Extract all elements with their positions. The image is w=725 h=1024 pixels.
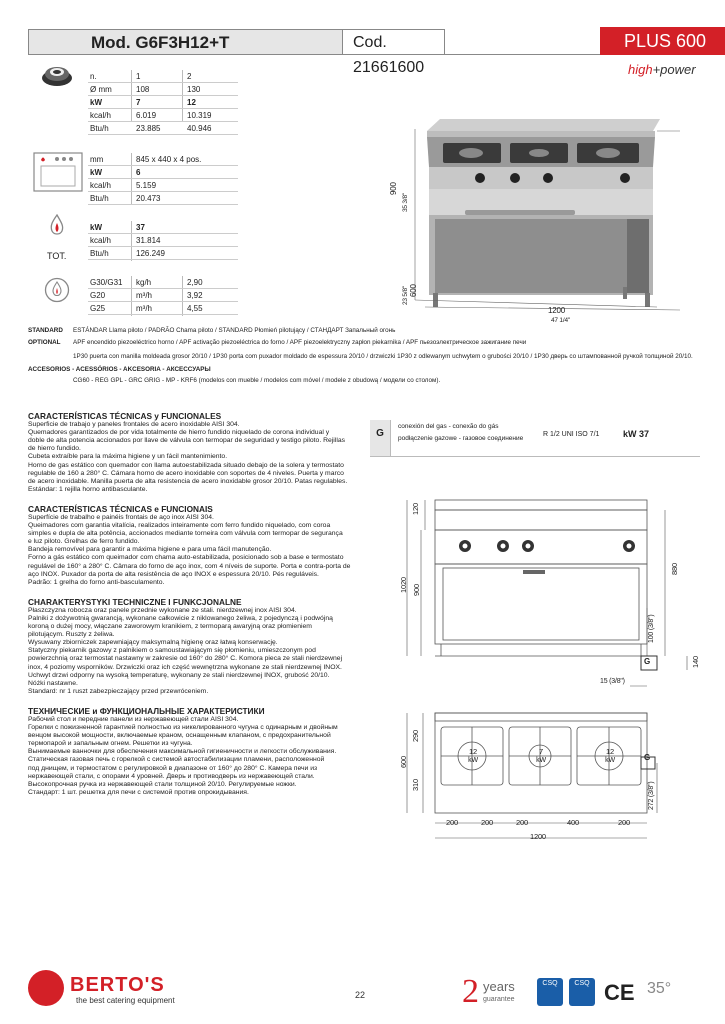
spec-divider: [88, 165, 238, 166]
oven-icon: [33, 152, 83, 194]
spec-divider: [88, 191, 238, 192]
spec-cell: G25: [90, 304, 106, 313]
section-title: ТЕХНИЧЕСКИЕ и ФУНКЦИОНАЛЬНЫЕ ХАРАКТЕРИСТИКИ: [28, 705, 265, 716]
spec-cell: kcal/h: [90, 181, 111, 190]
gas-flame-icon: [44, 277, 70, 305]
section-line: Forno a gás estático com queimador com chama auto-estabilizada, posicionado sob a base e termostato: [28, 554, 344, 562]
connection-table: [370, 420, 700, 457]
spec-cell: 126.249: [136, 249, 165, 258]
warranty-guarantee: guarantee: [483, 996, 515, 1003]
page-number: 22: [355, 990, 366, 1000]
product-code: Cod. 21661600: [343, 29, 445, 55]
section-line: Стандарт: 1 шт. решетка для печи с системой против опрокидывания.: [28, 788, 249, 796]
spec-cell: Btu/h: [90, 124, 109, 133]
section-line: inox, 4 poziomy wsporników. Drzwiczki oraz ich część wewnętrzna wykonane ze stali nierdzewnej INOX.: [28, 663, 342, 671]
optional-label: OPTIONAL: [28, 339, 61, 346]
spec-cell: 20.473: [136, 194, 161, 203]
section-line: Palniki z dożywotnią gwarancją, wykonane całkowicie z niklowanego żeliwa, z pojedynczą i podwójną: [28, 614, 333, 622]
section-line: Quemadores garantizados de por vida totalmente de hierro fundido niquelado de corona individual y: [28, 429, 330, 437]
spec-divider: [88, 121, 238, 122]
section-line: regulável de 160° a 280° C. Câmara do forno de aço inox, com 4 níveis de suporte. Porta e contra-porta de: [28, 562, 351, 570]
burner-icon: [40, 62, 74, 90]
photo-depth-in: 23 5/8": [402, 286, 409, 305]
dim-120: 120: [411, 503, 420, 515]
spec-divider: [88, 82, 238, 83]
spec-cell: 6: [136, 168, 141, 177]
section-line: Uchwyt drzwi odporny na wysoką temperaturę, wykonany ze stali nierdzewnej INOX, grubość 20/10.: [28, 671, 330, 679]
section-line: Cubeta extraíble para la máxima higiene y un fácil mantenimiento.: [28, 453, 228, 461]
section-line: Queimadores com garantia vitalícia, realizados inteiramente com ferro fundido niquelado, com coroa: [28, 522, 331, 529]
spec-divider: [88, 233, 238, 234]
section-line: Статическая газовая печь с горелкой с системой автостабилизации пламени, расположенной: [28, 756, 325, 764]
spec-cell: 23.885: [136, 124, 161, 133]
dim-900: 900: [412, 584, 421, 596]
connection-label-1: conexión del gas - conexão do gás: [398, 423, 499, 430]
angle-mark: 35°: [647, 980, 672, 997]
front-drawing: [395, 490, 705, 690]
top-gas-label: G: [644, 753, 651, 762]
spec-cell: m³/h: [136, 291, 152, 300]
accessories-text: CG60 - REG GPL - GRC GRIG - MP - KRF6 (modelos con mueble / modelos com móvel / modele z obudową / модели со столом).: [73, 377, 441, 384]
section-title: CHARAKTERYSTYKI TECHNICZNE I FUNKCJONALNE: [28, 596, 242, 607]
spec-divider: [88, 204, 238, 205]
spec-cell: 1: [136, 72, 141, 81]
bottom-dimension: 400: [567, 818, 579, 827]
spec-cell: Btu/h: [90, 194, 109, 203]
connection-spec: R 1/2 UNI ISO 7/1: [543, 431, 600, 438]
section-line: Padrão: 1 grelha do forno anti-basculamento.: [28, 578, 165, 586]
bertos-logo-mark: [28, 970, 64, 1006]
spec-divider: [88, 246, 238, 247]
spec-cell: kW: [90, 98, 102, 107]
section-line: aço INOX. Puxador da porta de alta resistência de aço INOX e espessura 20/10. Pés reguláveis.: [28, 570, 319, 578]
optional-text-2: 1P30 puerta con manilla moldeada grosor 20/10 / 1P30 porta com puxador moldado de espessura 20/10 / drzwiczki 1P30 z odlewanym uchwytem o grubości 20/10 / 1P30 дверь со штампованной ручкой толщиной 20/10.: [73, 353, 693, 360]
spec-cell: kcal/h: [90, 236, 111, 245]
section-line: de hierro fundido.: [28, 445, 81, 453]
burner-power-value: 12: [606, 747, 614, 756]
dim-290: 290: [411, 730, 420, 742]
photo-width-in: 47 1/4": [551, 317, 570, 324]
photo-height: 900: [389, 182, 398, 195]
burner-power-unit: kW: [536, 757, 546, 764]
section-line: Superficie de trabajo y paneles frontales de acero inoxidable AISI 304.: [28, 421, 240, 428]
section-line: de acero inoxidable. Manilla puerta de alta resistencia de acero inoxidable grosor 20/10. Patas regulables.: [28, 477, 348, 485]
section-line: regulable de 160 a 280° C. Cámara horno de acero inoxidable con soportes de 4 niveles. Puerta y marco: [28, 469, 344, 477]
dim-100: 100 (3/8"): [648, 614, 655, 643]
spec-cell: kg/h: [136, 278, 152, 287]
optional-text-1: APF encendido piezoeléctrico horno / APF activação piezoeléctrica do forno / APF piezoelektryczny zapłon piekarnika / APF пьезоэлектрическое зажигание печи: [73, 339, 527, 346]
section-line: нержавеющей стали, с опорами 4 уровней. Дверь и противодверь из нержавеющей стали.: [28, 772, 315, 780]
bottom-dimension: 200: [618, 818, 630, 827]
section-line: термопарой и запальным огнем. Решетки из чугуна.: [28, 740, 193, 748]
spec-cell: 7: [136, 98, 141, 107]
section-line: Statyczny piekarnik gazowy z palnikiem o samoustawiającym się płomieniu, umieszczonym pod: [28, 647, 316, 655]
section-line: Horno de gas estático con quemador con llama autoestabilizada situado debajo de la solera y termostato: [28, 461, 344, 469]
section-title: CARACTERÍSTICAS TÉCNICAS y FUNCIONALES: [28, 411, 222, 421]
front-gas-label: G: [644, 657, 651, 666]
section-line: Superfície de trabalho e painéis frontais de aço inox AISI 304.: [28, 513, 214, 521]
dim-15: 15 (3/8"): [600, 678, 625, 685]
dim-272: 272 (3/8"): [648, 781, 655, 810]
spec-cell: G20: [90, 291, 106, 300]
warranty-number: 2: [462, 973, 479, 1010]
section-line: под днищем, и термостатом с регулировкой в диапазоне от 160° до 280° С. Камера печи из: [28, 764, 318, 772]
ce-mark: CE: [604, 980, 635, 1005]
header-rule: [445, 54, 600, 55]
spec-divider: [88, 259, 238, 260]
standard-text: ESTÁNDAR Llama piloto / PADRÃO Chama piloto / STANDARD Płomień pilotujący / СТАНДАРТ Запальный огонь: [73, 327, 396, 334]
section-line: pilotującym. Ruszty z żeliwa.: [28, 631, 115, 639]
bottom-dimension: 200: [516, 818, 528, 827]
photo-height-in: 35 3/8": [402, 193, 409, 212]
section-line: koroną o dużej mocy, włączane zaworowym kranikiem, z termoparą awaryjną oraz płomieniem: [28, 623, 312, 630]
spec-cell: kW: [90, 223, 102, 232]
burner-power-value: 7: [539, 747, 543, 756]
spec-cell: 37: [136, 223, 145, 232]
brand-logo: BERTO'S: [70, 974, 165, 996]
spec-cell: 31.814: [136, 236, 161, 245]
section-line: Горелки с пожизненной гарантией полностью из никелированного чугуна с одинарным и двойным: [28, 724, 338, 731]
warranty-years: years: [483, 979, 515, 994]
photo-depth: 600: [409, 284, 418, 297]
section-line: венцом высокой мощности, включаемые краном, оснащенным клапаном, с предохранительной: [28, 732, 331, 740]
spec-cell: n.: [90, 72, 97, 81]
highpower-logo: high+power: [628, 62, 696, 77]
section-line: Standard: nr 1 ruszt zabezpieczający przed przewróceniem.: [28, 687, 209, 695]
standard-label: STANDARD: [28, 327, 63, 334]
spec-divider: [88, 301, 238, 302]
burner-power-unit: kW: [605, 757, 615, 764]
spec-cell: 6.019: [136, 111, 157, 120]
dim-600: 600: [399, 756, 408, 768]
bottom-dimension: 200: [481, 818, 493, 827]
spec-cell: 108: [136, 85, 150, 94]
spec-cell: 3,92: [187, 291, 203, 300]
spec-divider: [88, 134, 238, 135]
spec-cell: 10.319: [187, 111, 212, 120]
section-title: CARACTERÍSTICAS TÉCNICAS e FUNCIONAIS: [28, 503, 213, 514]
product-photo: [405, 95, 705, 335]
dim-310: 310: [411, 779, 420, 791]
section-line: Вынимаемые ванночки для обеспечения максимальной гигиеничности и легкости обслуживания.: [28, 748, 337, 756]
accessories-label: ACCESORIOS - ACESSÓRIOS - AKCESORIA - АКСЕССУАРЫ: [28, 366, 211, 373]
spec-cell: 5.159: [136, 181, 157, 190]
section-line: simples e dupla de alta potência, accionados mediante torneira com válvula com termopar de segurança: [28, 530, 343, 538]
dim-1200-total: 1200: [530, 832, 546, 841]
top-drawing: [395, 705, 705, 845]
dim-880: 880: [670, 563, 679, 575]
spec-divider: [88, 314, 238, 315]
spec-cell: kcal/h: [90, 111, 111, 120]
spec-cell: 12: [187, 98, 196, 107]
spec-cell: 845 x 440 x 4 pos.: [136, 155, 202, 164]
burner-power-unit: kW: [468, 757, 478, 764]
flame-icon: [49, 214, 65, 238]
spec-cell: Ø mm: [90, 85, 112, 94]
section-line: Высокопрочная ручка из нержавеющей стали толщиной 20/10. Регулируемые ножки.: [28, 780, 297, 788]
spec-cell: Btu/h: [90, 249, 109, 258]
connection-power: kW 37: [623, 429, 650, 439]
spec-cell: 4,55: [187, 304, 203, 313]
spec-cell: 2: [187, 72, 192, 81]
spec-cell: 2,90: [187, 278, 203, 287]
section-line: Estándar: 1 rejilla horno antibasculante.: [28, 485, 148, 493]
dim-1020: 1020: [399, 577, 408, 593]
connection-label-2: podłączenie gazowe - газовое соединение: [398, 435, 524, 442]
spec-divider: [88, 288, 238, 289]
spec-divider: [88, 108, 238, 109]
dim-140: 140: [691, 656, 700, 668]
spec-divider: [88, 95, 238, 96]
model-title: Mod. G6F3H12+T: [28, 29, 343, 55]
cert-badge-2: CSQ: [569, 978, 595, 1006]
brand-tagline: the best catering equipment: [76, 996, 175, 1005]
series-badge: PLUS 600: [600, 27, 725, 55]
spec-cell: 130: [187, 85, 201, 94]
burner-power-value: 12: [469, 747, 477, 756]
spec-cell: m³/h: [136, 304, 152, 313]
section-line: Рабочий стол и передние панели из нержавеющей стали AISI 304.: [28, 715, 239, 723]
cert-badge-1: CSQ: [537, 978, 563, 1006]
section-line: Bandeja removível para garantir a máxima higiene e para uma fácil manutenção.: [28, 546, 272, 554]
section-line: Płaszczyzna robocza oraz panele przednie wykonane ze stali. nierdzewnej inox AISI 304.: [28, 606, 297, 614]
spec-cell: kW: [90, 168, 102, 177]
section-line: doble de alta potencia accionados por llave de válvula con termopar de seguridad y testigo piloto. Rejillas: [28, 437, 346, 445]
section-line: e luz piloto. Grelhas de ferro fundido.: [28, 538, 140, 546]
spec-cell: mm: [90, 155, 104, 164]
section-line: powierzchnią oraz termostat nastawny w zakresie od 160° do 280° C. Komora pieca ze stali nierdzewnej: [28, 655, 343, 663]
photo-width: 1200: [548, 306, 565, 315]
section-line: Nóżki nastawne.: [28, 679, 78, 687]
spec-cell: 40.946: [187, 124, 212, 133]
total-label: TOT.: [47, 251, 67, 261]
gas-connection-symbol: G: [370, 420, 391, 456]
spec-cell: G30/G31: [90, 278, 123, 287]
bottom-dimension: 200: [446, 818, 458, 827]
section-line: Wysuwany zbiorniczek zapewniający maksymalną higienę oraz łatwą konserwację.: [28, 639, 278, 647]
spec-divider: [88, 178, 238, 179]
